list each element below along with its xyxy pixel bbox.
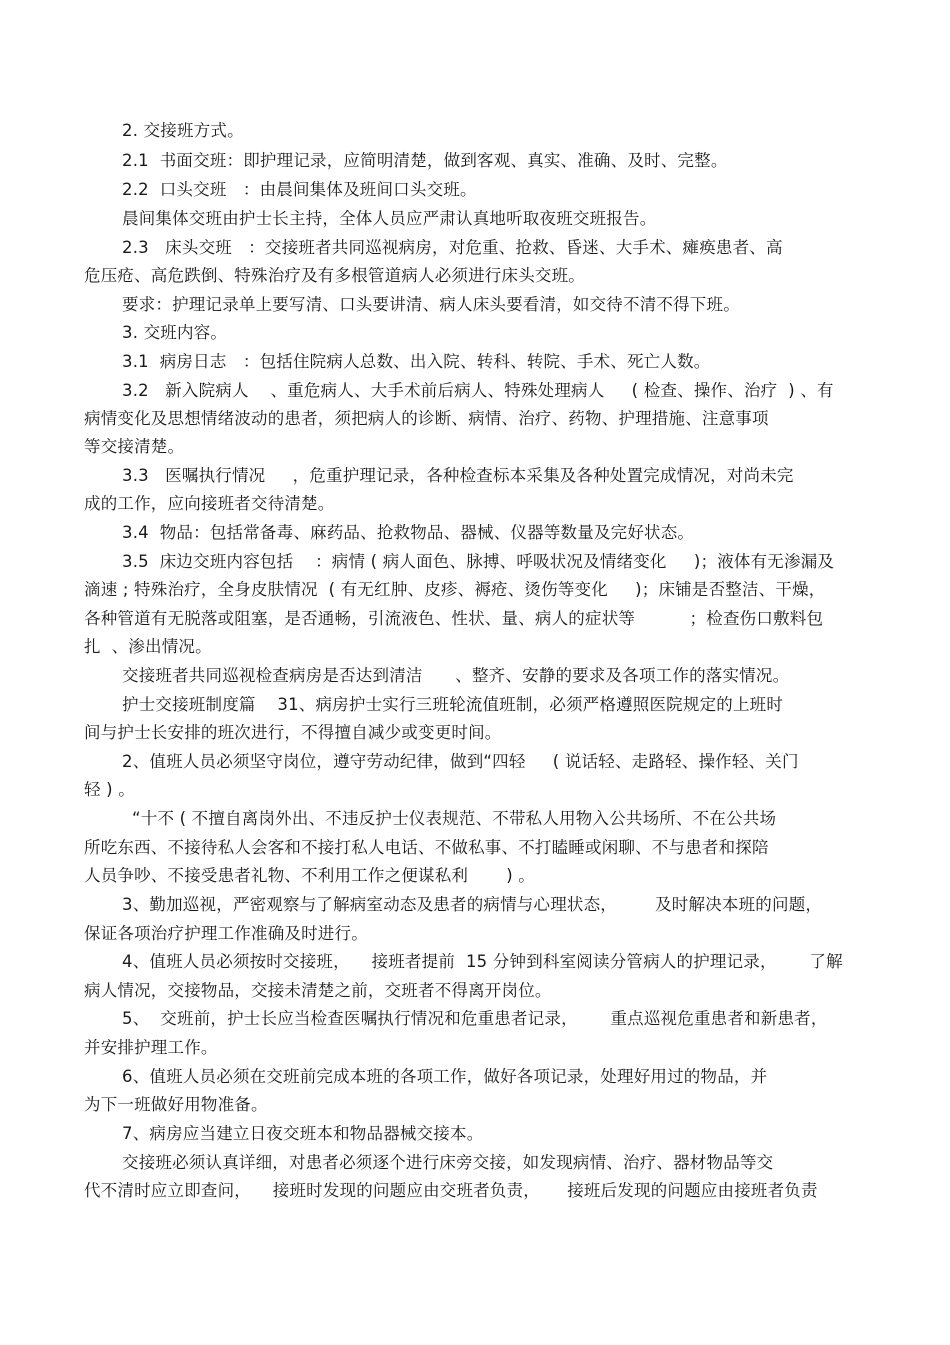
text-line: 代不清时应立即查问， 接班时发现的问题应由交班者负责， 接班后发现的问题应由接班者负责 bbox=[84, 1181, 818, 1200]
text-line: 5、 交班前，护士长应当检查医嘱执行情况和危重患者记录， 重点巡视危重患者和新患者， bbox=[122, 1009, 828, 1028]
text-line: 2.2 口头交班 ：由晨间集体及班间口头交班。 bbox=[122, 180, 477, 199]
text-line: 2、值班人员必须坚守岗位，遵守劳动纪律，做到“四轻 ( 说话轻、走路轻、操作轻、关门 bbox=[122, 752, 799, 771]
text-line: 6、值班人员必须在交班前完成本班的各项工作，做好各项记录，处理好用过的物品，并 bbox=[122, 1067, 768, 1086]
text-line: 2.3 床头交班 ：交接班者共同巡视病房，对危重、抢救、昏迷、大手术、瘫痪患者、高 bbox=[122, 238, 783, 257]
text-line: 护士交接班制度篇 31、病房护士实行三班轮流值班制，必须严格遵照医院规定的上班时 bbox=[122, 695, 784, 714]
text-line: 交接班者共同巡视检查病房是否达到清洁 、整齐、安静的要求及各项工作的落实情况。 bbox=[122, 666, 790, 685]
text-line: 危压疮、高危跌倒、特殊治疗及有多根管道病人必须进行床头交班。 bbox=[84, 266, 585, 285]
text-line: 病情变化及思想情绪波动的患者，须把病人的诊断、病情、治疗、药物、护理措施、注意事项 bbox=[84, 409, 769, 428]
text-line: 交接班必须认真详细，对患者必须逐个进行床旁交接，如发现病情、治疗、器材物品等交 bbox=[122, 1153, 774, 1172]
text-line: 7、病房应当建立日夜交班本和物品器械交接本。 bbox=[122, 1124, 484, 1143]
text-line: 3、勤加巡视，严密观察与了解病室动态及患者的病情与心理状态， 及时解决本班的问题， bbox=[122, 895, 823, 914]
text-line: 3.3 医嘱执行情况 ，危重护理记录，各种检查标本采集及各种处置完成情况，对尚未完 bbox=[122, 466, 794, 485]
text-line: 2.1 书面交班：即护理记录，应简明清楚，做到客观、真实、准确、及时、完整。 bbox=[122, 151, 728, 170]
text-line: 3.1 病房日志 ：包括住院病人总数、出入院、转科、转院、手术、死亡人数。 bbox=[122, 352, 711, 371]
text-line: 3.5 床边交班内容包括 ：病情 ( 病人面色、脉搏、呼吸状况及情绪变化 )；液体有无渗漏及 bbox=[122, 552, 835, 571]
text-line: “十不 ( 不擅自离岗外出、不违反护士仪表规范、不带私人用物入公共场所、不在公共场 bbox=[132, 809, 777, 828]
text-line: 人员争吵、不接受患者礼物、不利用工作之便谋私利 ) 。 bbox=[84, 866, 535, 885]
text-line: 要求：护理记录单上要写清、口头要讲清、病人床头要看清，如交待不清不得下班。 bbox=[122, 295, 740, 314]
text-line: 3. 交班内容。 bbox=[122, 323, 228, 342]
text-line: 间与护士长安排的班次进行，不得擅自减少或变更时间。 bbox=[84, 723, 502, 742]
text-line: 4、值班人员必须按时交接班， 接班者提前 15 分钟到科室阅读分管病人的护理记录， 了解 bbox=[122, 952, 843, 971]
text-line: 等交接清楚。 bbox=[84, 437, 185, 456]
text-line: 所吃东西、不接待私人会客和不接打私人电话、不做私事、不打瞌睡或闲聊、不与患者和探陪 bbox=[84, 838, 769, 857]
text-line: 轻 ) 。 bbox=[84, 780, 135, 799]
text-line: 并安排护理工作。 bbox=[84, 1038, 218, 1057]
text-line: 保证各项治疗护理工作准确及时进行。 bbox=[84, 924, 368, 943]
text-line: 2. 交接班方式。 bbox=[122, 121, 244, 140]
text-line: 3.2 新入院病人 、重危病人、大手术前后病人、特殊处理病人 ( 检查、操作、治疗 ) 、有 bbox=[122, 381, 834, 400]
text-line: 为下一班做好用物准备。 bbox=[84, 1095, 268, 1114]
text-line: 晨间集体交班由护士长主持，全体人员应严肃认真地听取夜班交班报告。 bbox=[122, 209, 657, 228]
text-line: 3.4 物品：包括常备毒、麻药品、抢救物品、器械、仪器等数量及完好状态。 bbox=[122, 523, 695, 542]
text-line: 成的工作，应向接班者交待清楚。 bbox=[84, 494, 335, 513]
text-line: 滴速 ; 特殊治疗，全身皮肤情况 ( 有无红肿、皮疹、褥疮、烫伤等变化 )；床铺是否整洁、干燥， bbox=[84, 580, 826, 599]
text-line: 扎 、渗出情况。 bbox=[84, 637, 212, 656]
text-line: 病人情况，交接物品，交接未清楚之前，交班者不得离开岗位。 bbox=[84, 981, 552, 1000]
text-line: 各种管道有无脱落或阻塞，是否通畅，引流液色、性状、量、病人的症状等 ；检查伤口敷料包 bbox=[84, 609, 824, 628]
